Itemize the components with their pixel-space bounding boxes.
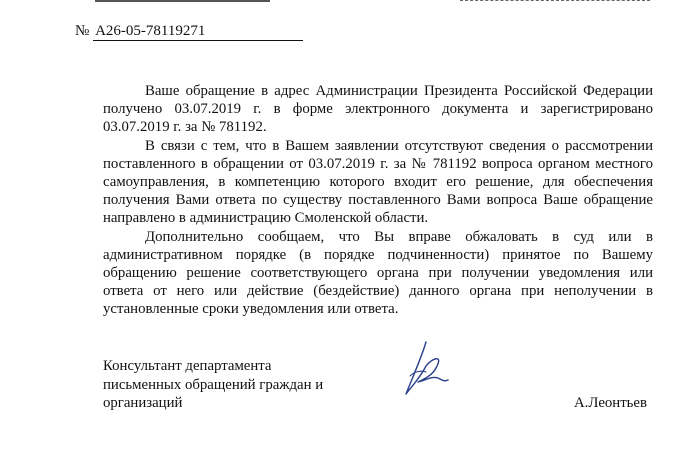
letter-body <box>103 82 653 319</box>
paragraph-redirection: В связи с тем, что в Вашем заявлении отсутствуют сведения о рассмотрении поставленного в обращении от 03.07.2019 г. за № 781192 вопроса органом местного самоуправления, в компетенцию которого входит его решение, для обеспечения получения Вами ответа по существу поставленного Вами вопроса Ваше обращение направлено в администрацию Смоленской области. <box>103 137 653 227</box>
position-line-1: Консультант департамента <box>103 358 272 374</box>
header-rule-right <box>460 0 650 2</box>
position-line-2: письменных обращений граждан и <box>103 376 324 393</box>
document-number-value: А26-05-78119271 <box>93 22 303 41</box>
signatory-position <box>103 357 323 413</box>
handwritten-signature <box>392 336 472 406</box>
signer-name: А.Леонтьев <box>574 395 647 411</box>
position-line-3: организаций <box>103 395 183 411</box>
number-sign: № <box>75 23 90 39</box>
document-number <box>75 22 303 41</box>
header-rule-left <box>95 0 270 2</box>
paragraph-appeal-rights: Дополнительно сообщаем, что Вы вправе обжаловать в суд или в административном порядке (в порядке подчиненности) принятое по Вашему обращению решение соответствующего органа при получении уведомления или ответа от него или действие (бездействие) данного органа при неполучении в установленные сроки уведомления или ответа. <box>103 228 653 318</box>
paragraph-registration: Ваше обращение в адрес Администрации Президента Российской Федерации получено 03.07.2019 г. в форме электронного документа и зарегистрировано 03.07.2019 г. за № 781192. <box>103 83 653 136</box>
